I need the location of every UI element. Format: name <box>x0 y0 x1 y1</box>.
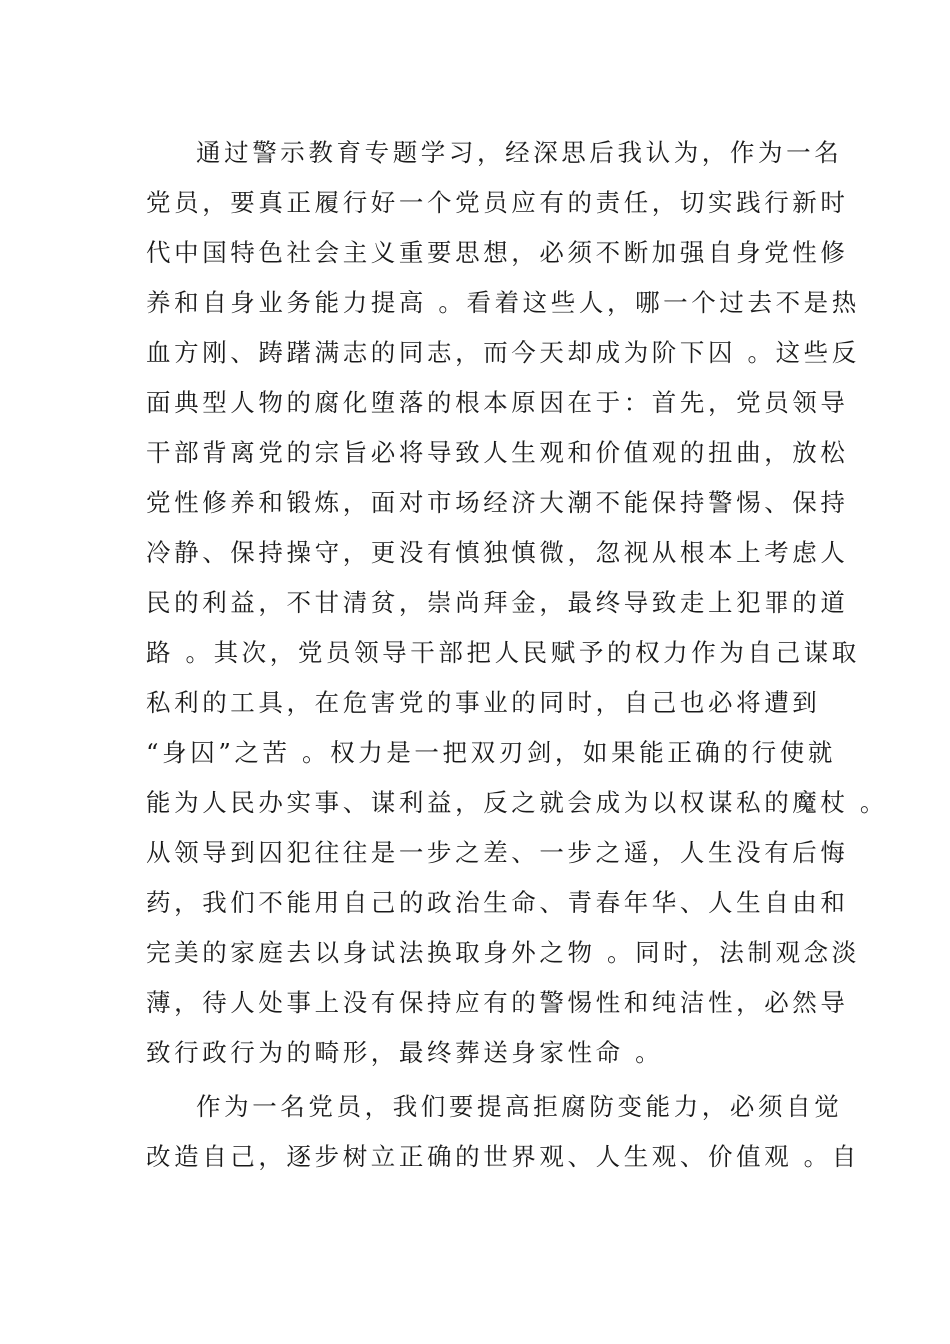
text-line: 养和自身业务能力提高 。看着这些人，哪一个过去不是热 <box>146 288 860 317</box>
text-line: 能为人民办实事、谋利益，反之就会成为以权谋私的魔杖 。 <box>146 788 888 817</box>
text-line: 薄，待人处事上没有保持应有的警惕性和纯洁性，必然导 <box>146 988 849 1017</box>
text-line: 干部背离党的宗旨必将导致人生观和价值观的扭曲，放松 <box>146 438 849 467</box>
text-line: 冷静、保持操守，更没有慎独慎微，忽视从根本上考虑人 <box>146 538 849 567</box>
text-line: 党性修养和锻炼，面对市场经济大潮不能保持警惕、保持 <box>146 488 849 517</box>
text-line: 面典型人物的腐化堕落的根本原因在于：首先，党员领导 <box>146 388 849 417</box>
text-line: 党员，要真正履行好一个党员应有的责任，切实践行新时 <box>146 188 849 217</box>
text-line: 路 。其次，党员领导干部把人民赋予的权力作为自己谋取 <box>146 638 860 667</box>
text-line: 改造自己，逐步树立正确的世界观、人生观、价值观 。自 <box>146 1142 860 1171</box>
text-line: 通过警示教育专题学习，经深思后我认为，作为一名 <box>196 138 843 167</box>
text-line: 致行政行为的畸形，最终葬送身家性命 。 <box>146 1038 664 1067</box>
text-line: 从领导到囚犯往往是一步之差、一步之遥，人生没有后悔 <box>146 838 849 867</box>
text-line: 血方刚、踌躇满志的同志，而今天却成为阶下囚 。这些反 <box>146 338 860 367</box>
text-line: 代中国特色社会主义重要思想，必须不断加强自身党性修 <box>146 238 849 267</box>
text-line: “身囚”之苦 。权力是一把双刃剑，如果能正确的行使就 <box>146 738 836 767</box>
text-line: 民的利益，不甘清贫，崇尚拜金，最终导致走上犯罪的道 <box>146 588 849 617</box>
text-line: 作为一名党员，我们要提高拒腐防变能力，必须自觉 <box>196 1092 843 1121</box>
text-line: 药，我们不能用自己的政治生命、青春年华、人生自由和 <box>146 888 849 917</box>
text-line: 私利的工具，在危害党的事业的同时，自己也必将遭到 <box>146 688 821 717</box>
text-line: 完美的家庭去以身试法换取身外之物 。同时，法制观念淡 <box>146 938 860 967</box>
